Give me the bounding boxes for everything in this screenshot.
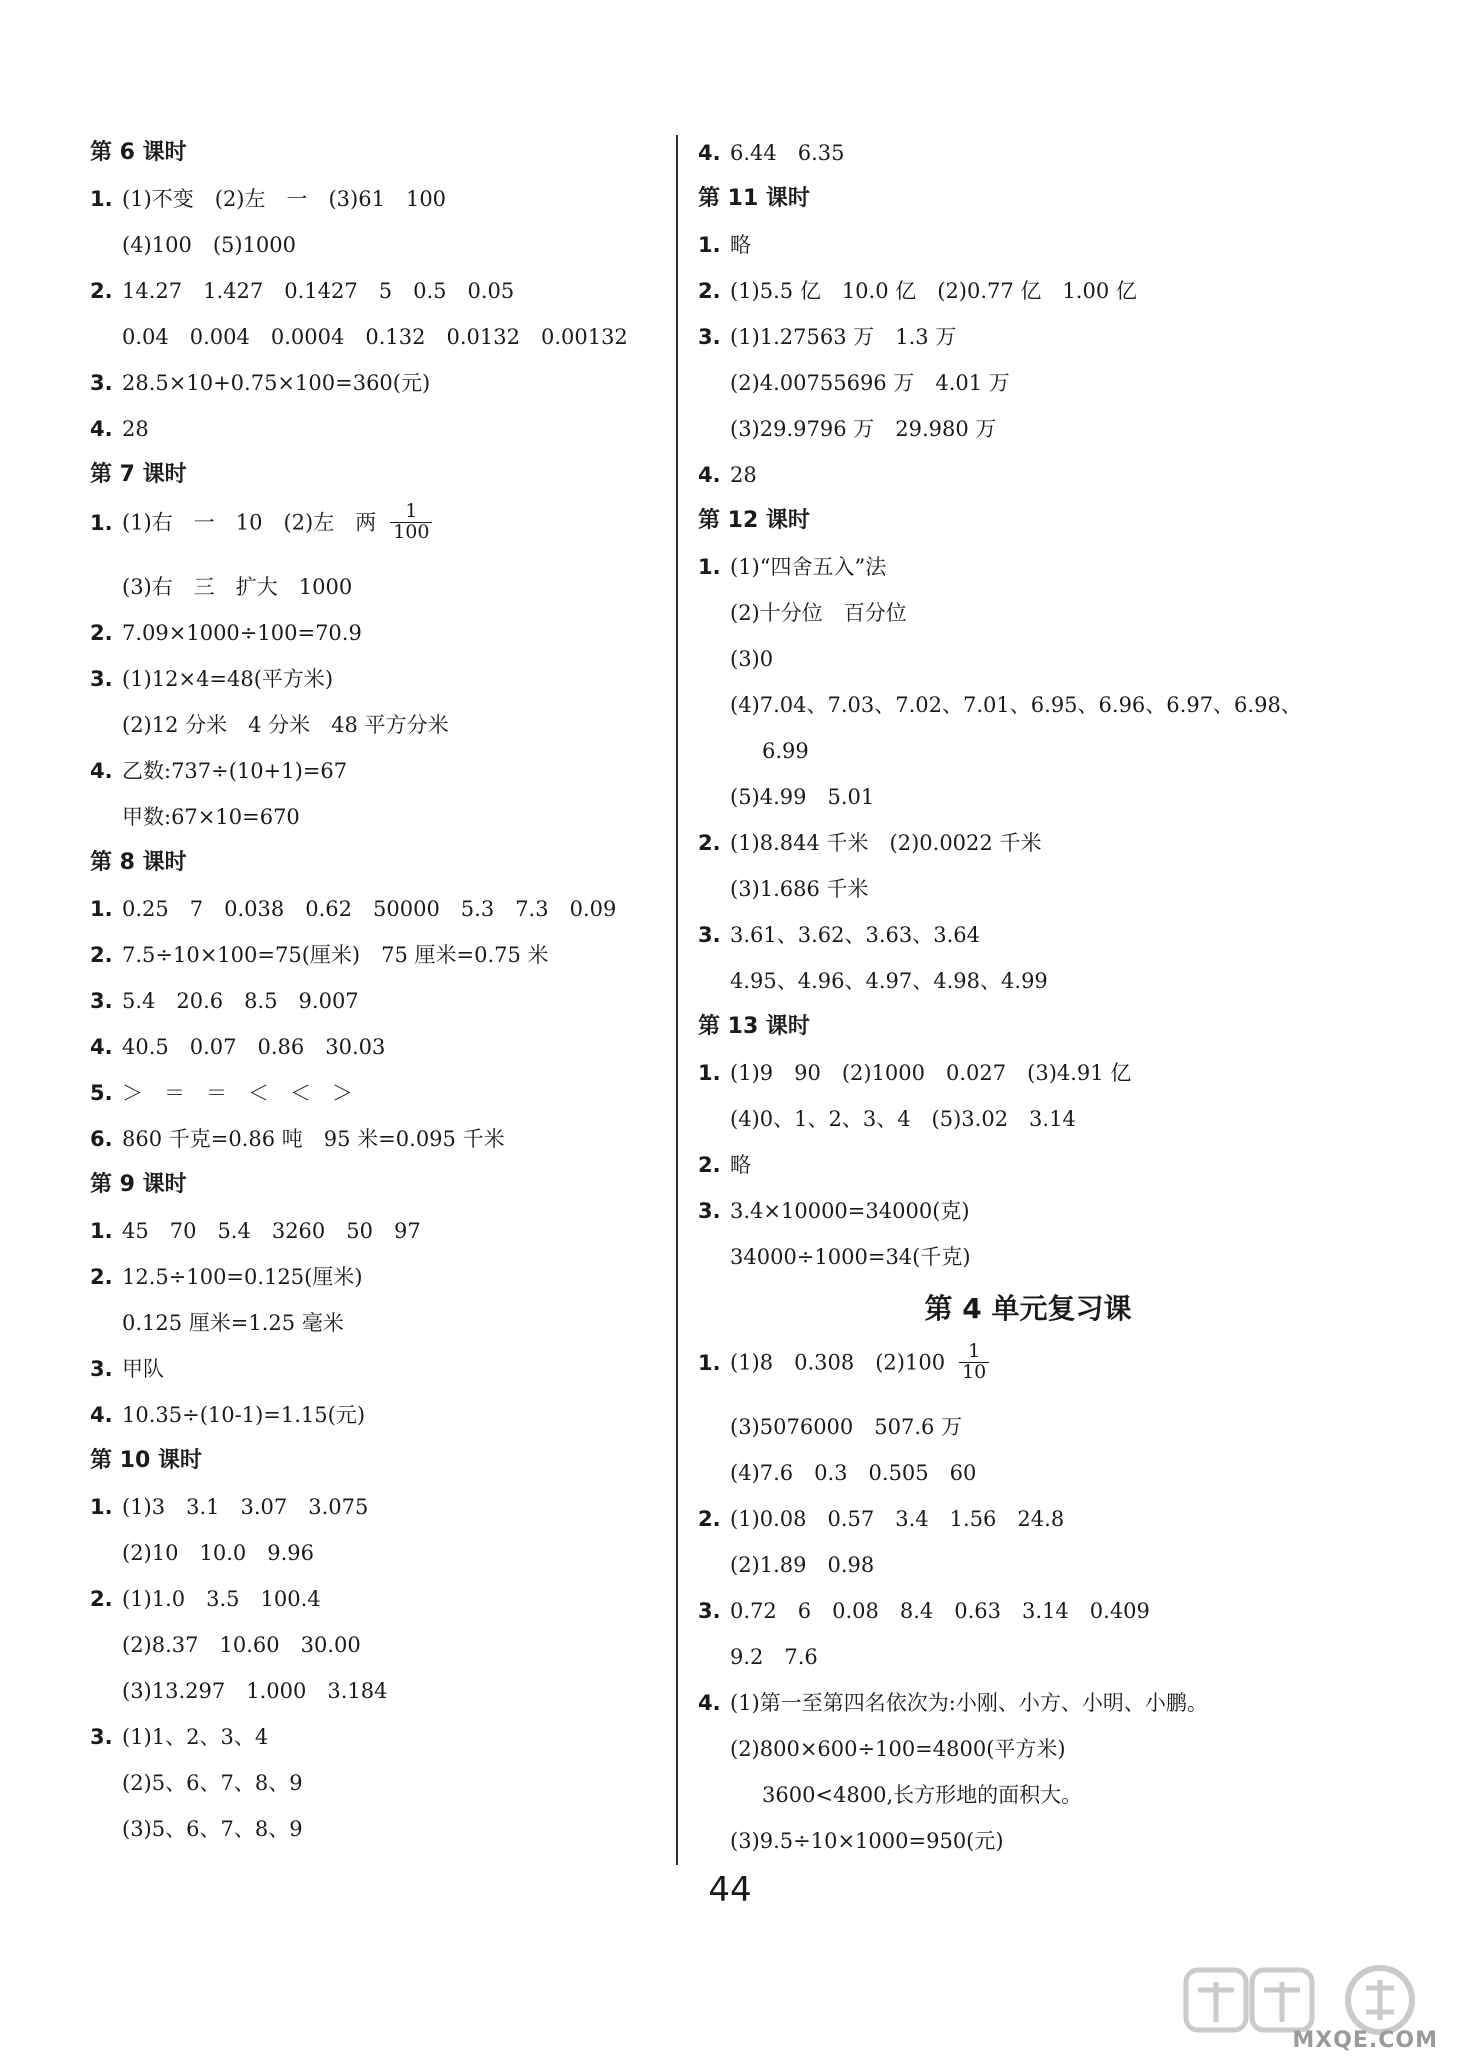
unit-review-title: 第 4 单元复习课 [924,1292,1132,1325]
answer-line [90,1484,670,1530]
answer-line [90,932,670,978]
answer-line [698,1338,1398,1404]
question-number: 3. [90,989,113,1013]
answer-line [698,1818,1398,1864]
answer-text: 860 千克=0.86 吨 95 米=0.095 千米 [122,1127,505,1151]
answer-text: 甲队 [122,1357,164,1381]
answer-line [90,1760,670,1806]
question-number: 4. [90,417,113,441]
answer-text: 12.5÷100=0.125(厘米) [122,1265,363,1289]
answer-text: (3)29.9796 万 29.980 万 [730,417,997,441]
fraction-denominator: 100 [393,521,430,543]
lesson-heading: 第 12 课时 [698,508,810,533]
question-number: 3. [90,1357,113,1381]
answer-line [698,268,1398,314]
answer-line [90,886,670,932]
question-number: 4. [90,1035,113,1059]
answer-text: (2)800×600÷100=4800(平方米) [730,1737,1066,1761]
answer-text: (2)1.89 0.98 [730,1553,875,1577]
question-number: 1. [90,897,113,921]
question-number: 2. [90,943,113,967]
answer-text: (5)4.99 5.01 [730,785,875,809]
lesson-heading: 第 8 课时 [90,850,187,875]
question-number: 4. [698,1691,721,1715]
answer-text: (3)9.5÷10×1000=950(元) [730,1829,1004,1853]
answer-line [90,978,670,1024]
question-number: 6. [90,1127,113,1151]
answer-line [90,656,670,702]
answer-text: 45 70 5.4 3260 50 97 [122,1219,421,1243]
fraction-numerator: 1 [959,1342,989,1363]
answer-line [90,1024,670,1070]
question-number: 4. [698,463,721,487]
answer-text: (1)9 90 (2)1000 0.027 (3)4.91 亿 [730,1061,1132,1085]
answer-line [90,1208,670,1254]
answer-line [90,176,670,222]
question-number: 2. [90,621,113,645]
question-number: 1. [90,1495,113,1519]
answer-line [698,1096,1398,1142]
answer-text: ＞ ＝ ＝ ＜ ＜ ＞ [122,1081,353,1105]
page-number: 44 [708,1870,752,1910]
answer-line [90,610,670,656]
answer-text: (3)5、6、7、8、9 [122,1817,303,1841]
answer-text: (1)1.0 3.5 100.4 [122,1587,321,1611]
answer-text: (1)“四舍五入”法 [730,555,887,579]
answer-text: 3.61、3.62、3.63、3.64 [730,923,981,947]
answer-line [698,728,1398,774]
question-number: 3. [698,1199,721,1223]
answer-text: (3)1.686 千米 [730,877,869,901]
answer-text: (2)5、6、7、8、9 [122,1771,303,1795]
answer-text: (1)12×4=48(平方米) [122,667,334,691]
question-number: 1. [698,555,721,579]
answer-line [698,360,1398,406]
answer-text: 6.99 [762,739,809,763]
answer-line [698,452,1398,498]
lesson-heading: 第 10 课时 [90,1448,202,1473]
fraction-numerator: 1 [390,502,432,523]
answer-line [698,1188,1398,1234]
answer-text: 40.5 0.07 0.86 30.03 [122,1035,386,1059]
fraction [959,1342,989,1383]
answer-line [90,1116,670,1162]
answer-text: (4)7.6 0.3 0.505 60 [730,1461,977,1485]
answer-line [698,130,1398,176]
answer-text: (3)0 [730,647,774,671]
answer-text: 0.125 厘米=1.25 毫米 [122,1311,344,1335]
lesson-heading: 第 13 课时 [698,1014,810,1039]
answer-line [698,682,1398,728]
left-column [90,130,670,1852]
answer-text: 3600<4800,长方形地的面积大。 [762,1783,1083,1807]
answer-text: (1)不变 (2)左 一 (3)61 100 [122,187,447,211]
answer-line [90,1622,670,1668]
question-number: 4. [90,1403,113,1427]
answer-line [698,1772,1398,1818]
question-number: 1. [90,510,113,535]
answer-line [698,1680,1398,1726]
answer-line [698,314,1398,360]
answer-text: 4.95、4.96、4.97、4.98、4.99 [730,969,1048,993]
answer-line [698,866,1398,912]
question-number: 2. [90,1265,113,1289]
answer-text: 10.35÷(10-1)=1.15(元) [122,1403,366,1427]
answer-line [90,1254,670,1300]
fraction [390,502,432,543]
answer-text: 6.44 6.35 [730,141,845,165]
answer-text: 28 [730,463,757,487]
question-number: 2. [90,279,113,303]
answer-line [90,360,670,406]
answer-text: 0.72 6 0.08 8.4 0.63 3.14 0.409 [730,1599,1150,1623]
answer-line [698,1404,1398,1450]
answer-text: (1)第一至第四名依次为:小刚、小方、小明、小鹏。 [730,1691,1208,1715]
answer-text: (1)5.5 亿 10.0 亿 (2)0.77 亿 1.00 亿 [730,279,1137,303]
question-number: 3. [90,667,113,691]
answer-line [698,1542,1398,1588]
answer-text: 甲数:67×10=670 [122,805,300,829]
answer-text: 7.5÷10×100=75(厘米) 75 厘米=0.75 米 [122,943,549,967]
question-number: 5. [90,1081,113,1105]
answer-line [698,1234,1398,1280]
answer-text: (4)100 (5)1000 [122,233,297,257]
answer-line [698,636,1398,682]
watermark-text: MXQE.COM [1292,2028,1438,2053]
answer-text: 7.09×1000÷100=70.9 [122,621,362,645]
question-number: 4. [90,759,113,783]
answer-text: (1)8 0.308 (2)100 [730,1350,946,1375]
answer-line [698,774,1398,820]
answer-text: 0.25 7 0.038 0.62 50000 5.3 7.3 0.09 [122,897,617,921]
answer-line [90,406,670,452]
answer-text: 乙数:737÷(10+1)=67 [122,759,348,783]
question-number: 3. [698,325,721,349]
answer-line [90,702,670,748]
answer-line [90,564,670,610]
answer-line [698,222,1398,268]
lesson-heading: 第 11 课时 [698,186,810,211]
question-number: 3. [698,923,721,947]
answer-text: 9.2 7.6 [730,1645,818,1669]
answer-line [698,590,1398,636]
answer-text: 略 [730,233,751,257]
answer-line [90,314,670,360]
answer-text: (3)13.297 1.000 3.184 [122,1679,388,1703]
answer-line [698,958,1398,1004]
question-number: 1. [698,233,721,257]
answer-text: 略 [730,1153,751,1177]
question-number: 1. [90,1219,113,1243]
answer-text: (3)5076000 507.6 万 [730,1415,963,1439]
question-number: 2. [90,1587,113,1611]
answer-line [90,222,670,268]
answer-line [698,1726,1398,1772]
question-number: 3. [698,1599,721,1623]
answer-text: (2)8.37 10.60 30.00 [122,1633,361,1657]
answer-text: (1)1、2、3、4 [122,1725,269,1749]
answer-text: 0.04 0.004 0.0004 0.132 0.0132 0.00132 [122,325,628,349]
answer-text: (4)0、1、2、3、4 (5)3.02 3.14 [730,1107,1076,1131]
answer-line [698,912,1398,958]
question-number: 3. [90,371,113,395]
answer-text: 5.4 20.6 8.5 9.007 [122,989,359,1013]
answer-text: (1)8.844 千米 (2)0.0022 千米 [730,831,1042,855]
column-divider [676,135,678,1865]
answer-text: (2)4.00755696 万 4.01 万 [730,371,1010,395]
answer-line [90,1714,670,1760]
answer-line [90,748,670,794]
lesson-heading: 第 6 课时 [90,140,187,165]
fraction-denominator: 10 [962,1361,987,1383]
answer-line [698,1496,1398,1542]
answer-text: (2)12 分米 4 分米 48 平方分米 [122,713,449,737]
answer-line [698,820,1398,866]
answer-line [698,1142,1398,1188]
answer-line [90,268,670,314]
answer-line [90,1070,670,1116]
answer-line [90,1346,670,1392]
answer-line [90,1806,670,1852]
answer-text: (2)10 10.0 9.96 [122,1541,314,1565]
answer-line [90,1668,670,1714]
answer-text: (3)右 三 扩大 1000 [122,575,353,599]
answer-line [90,1392,670,1438]
answer-text: 34000÷1000=34(千克) [730,1245,971,1269]
answer-text: 28.5×10+0.75×100=360(元) [122,371,431,395]
answer-line [90,794,670,840]
answer-text: 3.4×10000=34000(克) [730,1199,970,1223]
answer-line [698,406,1398,452]
answer-text: 28 [122,417,149,441]
answer-text: (1)0.08 0.57 3.4 1.56 24.8 [730,1507,1065,1531]
answer-text: (1)3 3.1 3.07 3.075 [122,1495,369,1519]
lesson-heading: 第 7 课时 [90,462,187,487]
question-number: 1. [698,1061,721,1085]
answer-line [698,1588,1398,1634]
question-number: 4. [698,141,721,165]
answer-line [698,1450,1398,1496]
question-number: 2. [698,279,721,303]
answer-text: (1)1.27563 万 1.3 万 [730,325,957,349]
lesson-heading: 第 9 课时 [90,1172,187,1197]
question-number: 3. [90,1725,113,1749]
question-number: 2. [698,1153,721,1177]
answer-line [698,1050,1398,1096]
answer-line [90,1576,670,1622]
answer-line [90,498,670,564]
question-number: 2. [698,1507,721,1531]
answer-line [90,1300,670,1346]
right-column [698,130,1398,1864]
answer-text: (1)右 一 10 (2)左 两 [122,510,377,535]
question-number: 1. [698,1350,721,1375]
question-number: 2. [698,831,721,855]
answer-line [698,544,1398,590]
answer-text: 14.27 1.427 0.1427 5 0.5 0.05 [122,279,515,303]
answer-text: (4)7.04、7.03、7.02、7.01、6.95、6.96、6.97、6.98、 [730,693,1302,717]
answer-line [698,1634,1398,1680]
answer-line [90,1530,670,1576]
question-number: 1. [90,187,113,211]
answer-text: (2)十分位 百分位 [730,601,907,625]
